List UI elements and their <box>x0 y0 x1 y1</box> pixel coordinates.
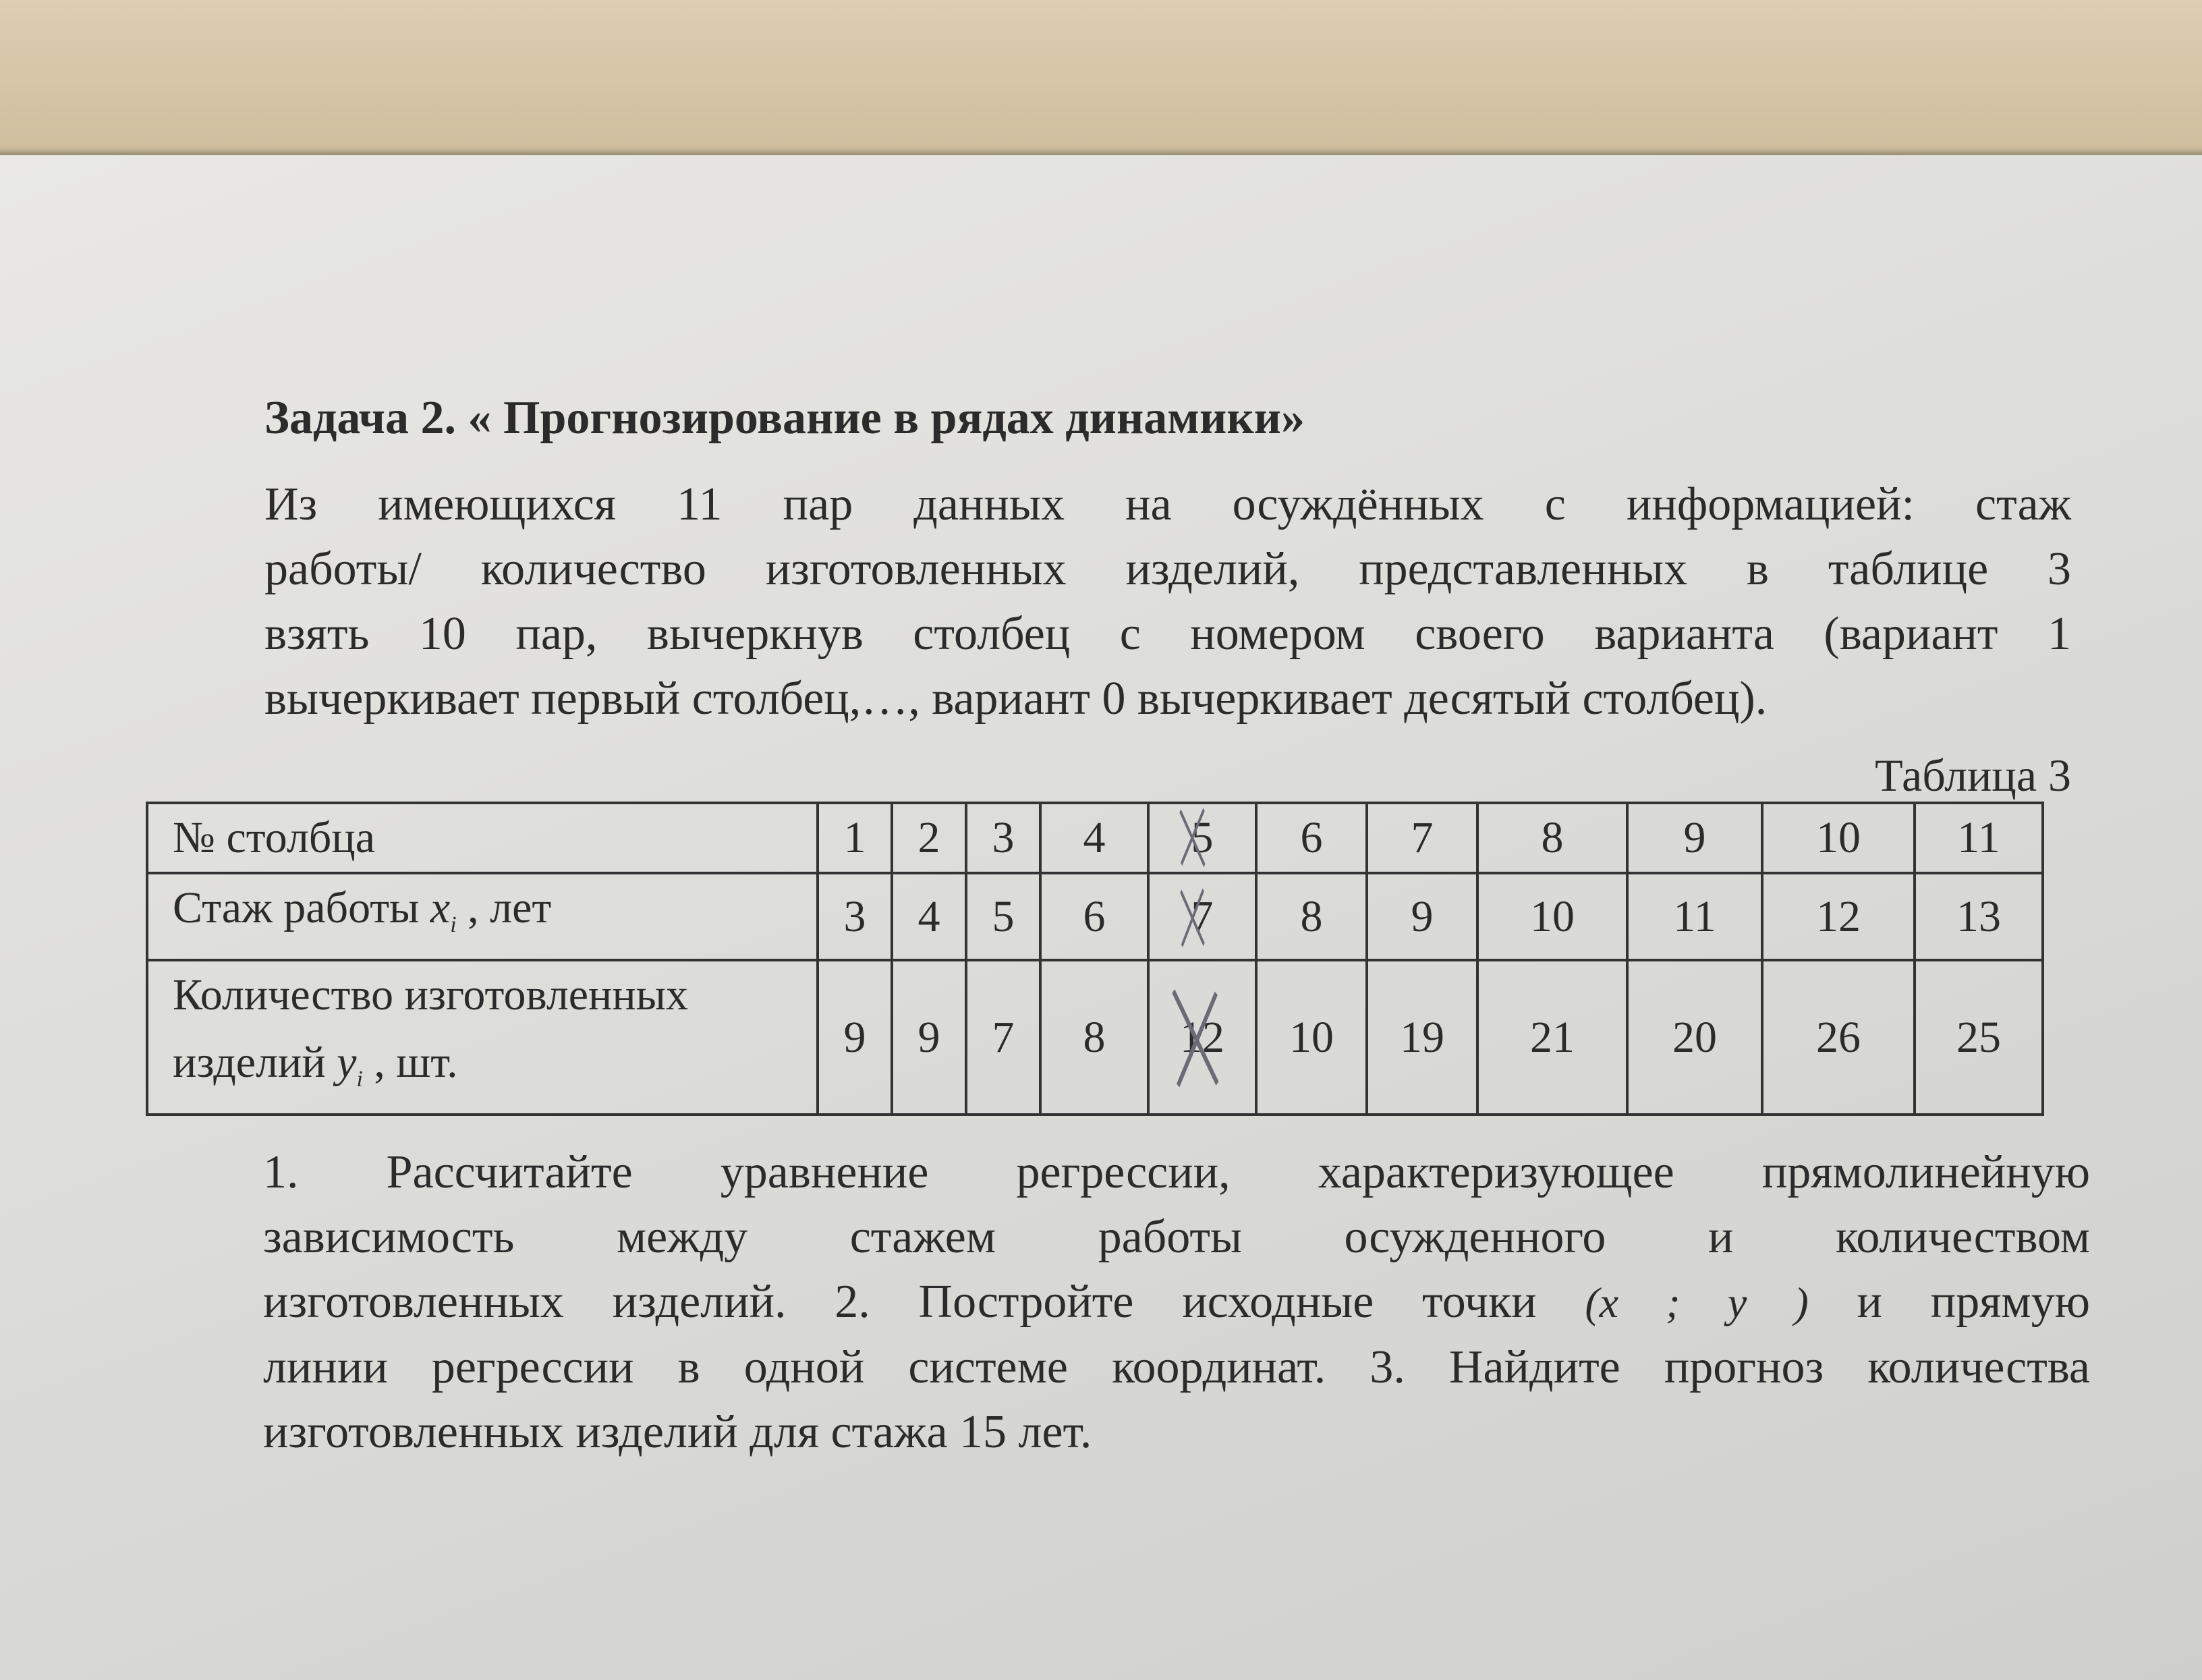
intro-line: вычеркивает первый столбец,…, вариант 0 вычеркивает десятый столбец). <box>264 673 1768 725</box>
table-cell: 9 <box>818 960 892 1115</box>
table-cell: 11 <box>1627 873 1762 960</box>
point-notation: (x ; y ) <box>1585 1279 1809 1326</box>
table-cell: 9 <box>1627 803 1762 873</box>
task-intro <box>109 472 2071 731</box>
table-cell: 3 <box>966 803 1040 873</box>
crossed-value: 5 <box>1191 812 1214 864</box>
intro-line: работы/ количество изготовленных изделий, представленных в таблице 3 <box>264 543 2071 595</box>
row-label-column-number: № столбца <box>147 803 818 873</box>
table-row-experience <box>147 873 2043 960</box>
table-cell-crossed <box>1148 960 1256 1115</box>
table-cell: 3 <box>818 873 892 960</box>
row-label-experience: Стаж работы $x_i$ , лет <box>147 873 818 960</box>
intro-line: взять 10 пар, вычеркнув столбец с номером своего варианта (вариант 1 <box>264 608 2071 660</box>
question-line: линии регрессии в одной системе координат. 3. Найдите прогноз количества <box>263 1341 2090 1393</box>
table-cell-crossed <box>1148 873 1256 960</box>
table-cell: 4 <box>1040 803 1148 873</box>
table-cell-crossed <box>1148 803 1256 873</box>
table-cell: 1 <box>818 803 892 873</box>
table-cell: 8 <box>1477 803 1627 873</box>
table-row-column-numbers <box>147 803 2043 873</box>
table-cell: 8 <box>1256 873 1367 960</box>
task-title: Задача 2. « Прогнозирование в рядах динамики» <box>264 392 1305 444</box>
table-cell: 9 <box>892 960 966 1115</box>
table-cell: 10 <box>1256 960 1367 1115</box>
table-cell: 11 <box>1915 803 2043 873</box>
table-caption: Таблица 3 <box>1875 750 2071 801</box>
data-table <box>146 802 2044 1116</box>
table-cell: 6 <box>1040 873 1148 960</box>
table-cell: 12 <box>1762 873 1915 960</box>
table-cell: 20 <box>1627 960 1762 1115</box>
question-line-3: изготовленных изделий. 2. Постройте исходные точки (x ; y ) и прямую <box>263 1276 2091 1328</box>
question-line: 1. Рассчитайте уравнение регрессии, характеризующее прямолинейную <box>263 1146 2090 1198</box>
table-cell: 7 <box>1367 803 1477 873</box>
table-cell: 10 <box>1477 873 1627 960</box>
question-line: зависимость между стажем работы осужденного и количеством <box>263 1211 2090 1263</box>
table-cell: 10 <box>1762 803 1915 873</box>
table-cell: 9 <box>1367 873 1477 960</box>
table-cell: 4 <box>892 873 966 960</box>
task-questions <box>101 1140 2090 1465</box>
table-cell: 19 <box>1367 960 1477 1115</box>
table-cell: 21 <box>1477 960 1627 1115</box>
crossed-value: 12 <box>1180 1012 1224 1063</box>
table-cell: 7 <box>966 960 1040 1115</box>
table-cell: 8 <box>1040 960 1148 1115</box>
intro-line: Из имеющихся 11 пар данных на осуждённых с информацией: стаж <box>264 478 2071 530</box>
row-label-quantity: Количество изготовленных изделий $y_i$ , шт. <box>147 960 818 1115</box>
table-cell: 26 <box>1762 960 1915 1115</box>
table-cell: 2 <box>892 803 966 873</box>
table-row-quantity <box>147 960 2043 1115</box>
table-cell: 13 <box>1915 873 2043 960</box>
table-cell: 25 <box>1915 960 2043 1115</box>
question-line: изготовленных изделий для стажа 15 лет. <box>263 1406 1092 1458</box>
crossed-value: 7 <box>1191 891 1214 943</box>
table-cell: 6 <box>1256 803 1367 873</box>
table-cell: 5 <box>966 873 1040 960</box>
